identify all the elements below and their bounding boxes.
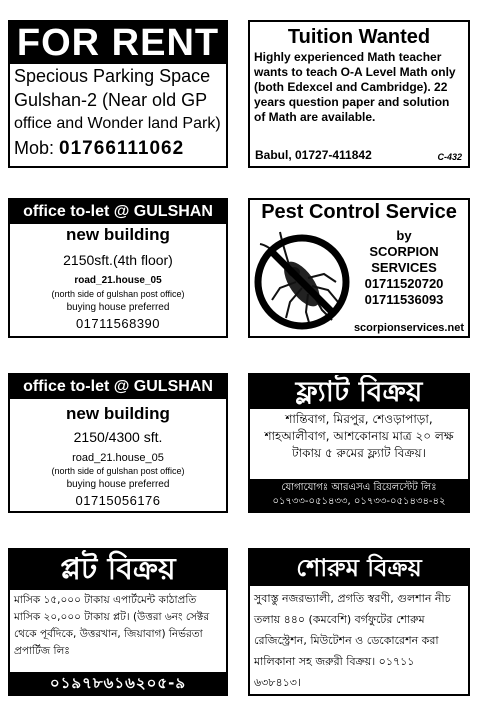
ad-preference: buying house preferred xyxy=(66,302,170,313)
ad-subtitle: new building xyxy=(66,225,170,244)
mob-number: 01766111062 xyxy=(59,138,185,159)
pest-website: scorpionservices.net xyxy=(353,322,464,334)
pest-company: SERVICES xyxy=(371,260,437,275)
ad-for-rent xyxy=(8,20,228,168)
ad-title: Pest Control Service xyxy=(261,201,457,223)
ad-pest-control xyxy=(248,198,470,338)
ad-flat-sale xyxy=(248,373,470,513)
ad-title: প্লট বিক্রয় xyxy=(10,550,226,590)
ad-address: road_21.house_05 xyxy=(74,275,162,286)
ad-contact: Babul, 01727-411842 xyxy=(255,148,372,162)
ad-contact xyxy=(10,136,226,161)
ad-office-to-let xyxy=(8,198,228,338)
ad-title: Tuition Wanted xyxy=(287,26,431,48)
ad-size: 2150/4300 sft. xyxy=(73,429,163,445)
ad-address: road_21.house_05 xyxy=(72,452,164,464)
ad-title: শোরুম বিক্রয় xyxy=(250,550,468,586)
ad-body: Highly experienced Math teacher wants to teach O-A Level Math only (both Edexcel and Cambridge). 22 years question paper and solution of Math are available. xyxy=(254,50,456,124)
ad-note: (north side of gulshan post office) xyxy=(51,466,185,476)
ad-tuition-wanted xyxy=(248,20,470,168)
ad-plot-sale xyxy=(8,548,228,696)
pest-by: by xyxy=(396,228,412,243)
ad-preference: buying house preferred xyxy=(66,479,170,490)
pest-details xyxy=(344,228,464,308)
ad-line: office and Wonder land Park) xyxy=(14,115,221,132)
pest-phone: 01711520720 xyxy=(364,276,444,291)
pest-phone: 01711536093 xyxy=(364,292,444,307)
ad-code: C-432 xyxy=(437,152,462,162)
ad-phone: ০১৯৭৮৬১৬২০৫-৯ xyxy=(10,672,226,694)
ad-phone: 01715056176 xyxy=(75,493,161,508)
ad-line: Specious Parking Space xyxy=(14,66,211,86)
ad-size: 2150sft.(4th floor) xyxy=(63,252,173,268)
ad-note: (north side of gulshan post office) xyxy=(51,289,185,299)
ad-body: শান্তিবাগ, মিরপুর, শেওড়াপাড়া, শাহআলীবাগ, আশকোনায় মাত্র ২০ লক্ষ টাকায় ৫ রুমের ফ্ল্যাট বিক্রয়। xyxy=(264,412,454,460)
ad-title: office to-let @ GULSHAN xyxy=(10,375,226,399)
ad-line: Gulshan-2 (Near old GP xyxy=(14,90,208,110)
contact-name: যোগাযোগঃ আরএসএ রিয়েলস্টেট লিঃ xyxy=(281,482,437,493)
ad-title: FOR RENT xyxy=(10,22,226,64)
ad-subtitle: new building xyxy=(66,404,170,423)
ad-body: মাসিক ১৫,০০০ টাকায় এপার্টমেন্ট কাঠাপ্রতি মাসিক ২০,০০০ টাকায় প্লট। (উত্তরা ৬নং সেক্টর থেকে পূর্বদিকে, উত্তরখান, জিয়াবাগ) নির্ভরতা প্রপার্টিজ লিঃ xyxy=(14,594,210,657)
ad-contact xyxy=(250,479,468,511)
ad-showroom-sale xyxy=(248,548,470,696)
ad-title: office to-let @ GULSHAN xyxy=(10,200,226,224)
contact-phones: ০১৭৩৩-০৫১৪৩৩, ০১৭৩৩-০৫১৪৩৪-৪২ xyxy=(272,496,446,507)
pest-company: SCORPION xyxy=(369,244,439,259)
no-cockroach-icon xyxy=(252,226,352,336)
ad-title: ফ্ল্যাট বিক্রয় xyxy=(250,375,468,409)
ad-body: সুবাস্তু নজরভ্যালী, প্রগতি স্বরণী, গুলশান নীচ তলায় ৪৪০ (কমবেশি) বর্গফুটের শোরুম রেজিস্ট্রেশন, মিউটেশন ও ডেকোরেশন করা মালিকানা সহ জরুরী বিক্রয়। ০১৭১১ ৬৩৮৪১৩। xyxy=(254,592,451,689)
ad-phone: 01711568390 xyxy=(75,316,161,331)
mob-label: Mob: xyxy=(14,138,55,158)
ad-office-to-let xyxy=(8,373,228,513)
